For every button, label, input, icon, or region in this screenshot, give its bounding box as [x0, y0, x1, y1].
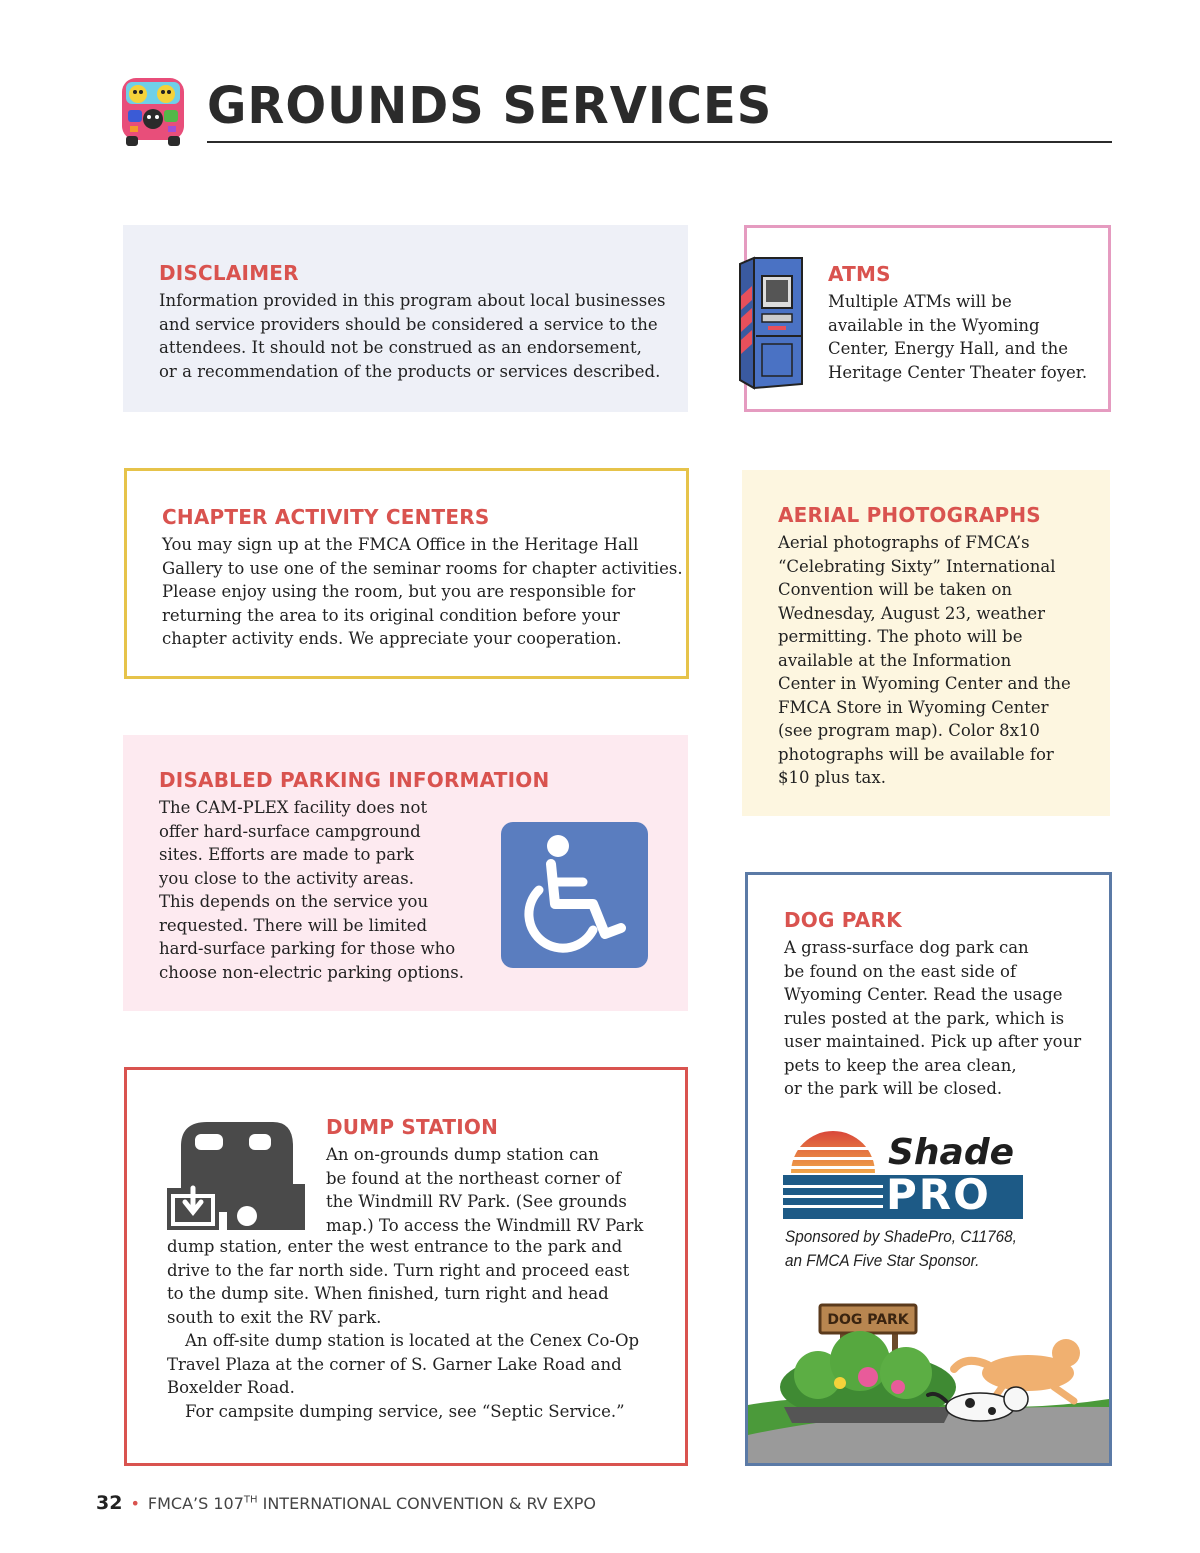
disabled-body: The CAM-PLEX facility does not offer hard-surface campground sites. Efforts are made to park you close to the activity areas. This depends on the service you requested. There will be limited hard-surface parking for those who choose non-electric parking options. — [159, 798, 464, 982]
atms-heading: ATMS — [828, 262, 891, 286]
dog-body: A grass-surface dog park can be found on the east side of Wyoming Center. Read the usage rules posted at the park, which is user maintained. Pick up after your pets to keep the area clean, or the park will be closed. — [784, 938, 1082, 1098]
shadepro-logo-text-top: Shade — [888, 1132, 1015, 1173]
disclaimer-heading: DISCLAIMER — [159, 261, 299, 285]
dump-body-intro: An on-grounds dump station can be found at the northeast corner of the Windmill RV Park. (See grounds map.) To access the Windmill RV Park — [326, 1145, 644, 1235]
dog-park-sign-text: DOG PARK — [827, 1312, 909, 1328]
footer-text-after: INTERNATIONAL CONVENTION & RV EXPO — [257, 1494, 597, 1513]
dump-body-paragraph-2: An off-site dump station is located at the Cenex Co-Op Travel Plaza at the corner of S. Garner Lake Road and Boxelder Road. — [167, 1331, 640, 1397]
aerial-heading: AERIAL PHOTOGRAPHS — [778, 503, 1041, 527]
mascot-bus-icon — [118, 74, 188, 148]
atm-machine-icon — [738, 256, 804, 390]
rv-dump-station-icon — [167, 1118, 307, 1230]
disabled-heading: DISABLED PARKING INFORMATION — [159, 768, 550, 792]
footer-bullet: • — [130, 1494, 140, 1513]
disabled-parking-box — [123, 735, 688, 1011]
aerial-body: Aerial photographs of FMCA’s “Celebrating Sixty” International Convention will be taken on Wednesday, August 23, weather permitting. The photo will be available at the Information Center in Wyoming Center and the FMCA Store in Wyoming Center (see program map). Color 8x10 photographs will be available for $10 plus tax. — [778, 533, 1071, 787]
dump-station-box — [124, 1067, 688, 1466]
sponsor-caption: Sponsored by ShadePro, C11768, an FMCA Five Star Sponsor. — [785, 1227, 1017, 1270]
shadepro-logo-text-bottom: PRO — [886, 1170, 991, 1219]
disclaimer-body: Information provided in this program about local businesses and service providers should be considered a service to the attendees. It should not be construed as an endorsement, or a recommendation of the products or services described. — [159, 291, 666, 381]
aerial-photographs-box — [742, 470, 1110, 816]
atms-box — [744, 225, 1111, 412]
chapter-heading: CHAPTER ACTIVITY CENTERS — [162, 505, 490, 529]
dog-heading: DOG PARK — [784, 908, 902, 932]
page-footer — [96, 1492, 596, 1514]
title-underline — [207, 141, 1112, 143]
wheelchair-accessible-icon — [501, 822, 648, 968]
atms-body: Multiple ATMs will be available in the Wyoming Center, Energy Hall, and the Heritage Center Theater foyer. — [828, 292, 1088, 382]
dump-body-paragraph-3: For campsite dumping service, see “Septic Service.” — [185, 1401, 625, 1421]
footer-text-before: FMCA’S 107 — [147, 1494, 244, 1513]
dog-park-box — [745, 872, 1112, 1466]
dump-heading: DUMP STATION — [326, 1115, 499, 1139]
chapter-activity-box — [124, 468, 689, 679]
dump-body-rest: dump station, enter the west entrance to the park and drive to the far north side. Turn right and proceed east to the dump site. When finished, turn right and head south to exit the RV park. — [167, 1237, 630, 1327]
page-number: 32 — [96, 1492, 123, 1514]
page-title: GROUNDS SERVICES — [207, 76, 773, 136]
footer-ordinal: TH — [243, 1494, 258, 1506]
chapter-body: You may sign up at the FMCA Office in the Heritage Hall Gallery to use one of the seminar rooms for chapter activities. Please enjoy using the room, but you are responsible for returning the area to its original condition before your chapter activity ends. We appreciate your cooperation. — [162, 535, 683, 648]
disclaimer-box — [123, 225, 688, 412]
dog-park-illustration — [748, 1295, 1109, 1463]
